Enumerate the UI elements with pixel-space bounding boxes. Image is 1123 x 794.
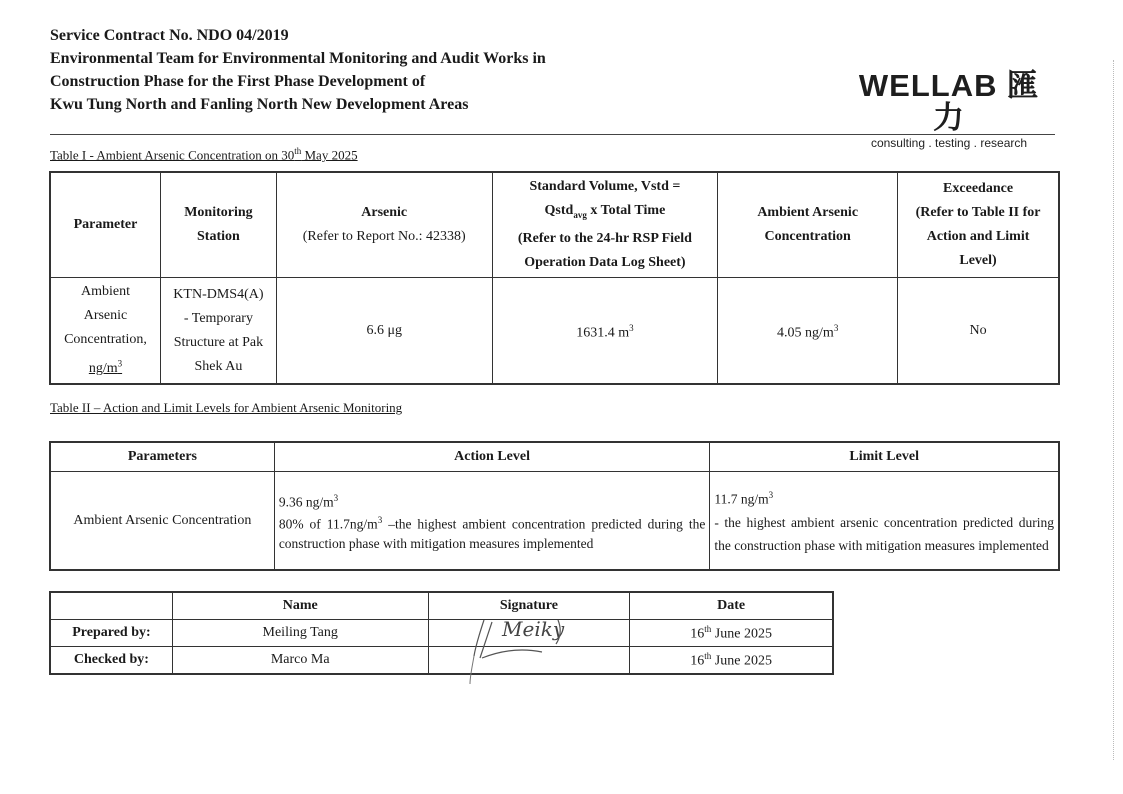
header-name: Name	[172, 593, 428, 620]
cell-ambient-concentration: 4.05 $ng/m^3$	[718, 277, 898, 384]
prepared-by-name: Meiling Tang	[172, 620, 428, 647]
checked-by-label: Checked by:	[51, 647, 173, 674]
header-blank	[51, 593, 173, 620]
header-parameters: Parameters	[51, 443, 275, 472]
svg-text:Meiky: Meiky	[502, 617, 565, 641]
header-parameter: Parameter	[51, 173, 161, 278]
table-row	[51, 277, 1059, 384]
cell-station: KTN-DMS4(A) - Temporary Structure at Pak Shek Au	[160, 277, 276, 384]
project-title-line-2: Construction Phase for the First Phase Development of	[50, 73, 426, 90]
cell-action-level: 9.36 $ng/m^3$ 80% of $11.7ng/m^3$ –the highest ambient concentration predicted during the construction phase with mitigation measures implemented	[274, 472, 710, 570]
handwritten-signature	[462, 612, 602, 692]
cell-parameter: Ambient Arsenic Concentration, $ng/m^3$	[51, 277, 161, 384]
header-arsenic: Arsenic (Refer to Report No.: 42338)	[276, 173, 492, 278]
header-limit-level: Limit Level	[710, 443, 1059, 472]
table1-header-row	[51, 173, 1059, 278]
checked-by-name: Marco Ma	[172, 647, 428, 674]
logo-tagline: consulting . testing . research	[870, 136, 1028, 150]
table-row	[51, 472, 1059, 570]
header-signature: Signature	[428, 593, 630, 620]
header-date: Date	[630, 593, 833, 620]
contract-title: Service Contract No. NDO 04/2019	[50, 27, 289, 44]
signoff-header-row	[51, 593, 833, 620]
header-monitoring-station: Monitoring Station	[160, 173, 276, 278]
table-row	[51, 647, 833, 674]
logo-mark: WELLAB 匯力	[858, 68, 1040, 135]
prepared-by-label: Prepared by:	[51, 620, 173, 647]
arsenic-concentration-table	[50, 172, 1059, 384]
cell-arsenic: 6.6 μg	[276, 277, 492, 384]
scan-edge-marks	[1113, 60, 1116, 760]
table-row	[51, 620, 833, 647]
table2-header-row	[51, 443, 1059, 472]
header-ambient-concentration: Ambient Arsenic Concentration	[718, 173, 898, 278]
cell-standard-volume: 1631.4 $m^3$	[492, 277, 718, 384]
header-exceedance: Exceedance (Refer to Table II for Action and Limit Level)	[898, 173, 1059, 278]
header-divider	[50, 134, 1055, 135]
header-standard-volume: Standard Volume, Vstd = Qstd$_{avg}$ x Total Time (Refer to the 24-hr RSP Field Operation Data Log Sheet)	[492, 173, 718, 278]
signoff-table	[50, 592, 833, 674]
cell-exceedance: No	[898, 277, 1059, 384]
cell-parameter: Ambient Arsenic Concentration	[51, 472, 275, 570]
cell-limit-level: 11.7 $ng/m^3$ - the highest ambient arsenic concentration predicted during the construction phase with mitigation measures implemented	[710, 472, 1059, 570]
table1-caption: Table I - Ambient Arsenic Concentration on 30th May 2025	[50, 146, 358, 163]
table2-caption: Table II – Action and Limit Levels for Ambient Arsenic Monitoring	[50, 400, 403, 415]
project-title-line-3: Kwu Tung North and Fanling North New Development Areas	[50, 96, 469, 113]
prepared-by-date: 16th June 2025	[630, 620, 833, 647]
wellab-logo	[850, 70, 1048, 150]
header-action-level: Action Level	[274, 443, 710, 472]
project-title-line-1: Environmental Team for Environmental Monitoring and Audit Works in	[50, 50, 546, 67]
action-limit-table	[50, 442, 1059, 570]
checked-by-date: 16th June 2025	[630, 647, 833, 674]
